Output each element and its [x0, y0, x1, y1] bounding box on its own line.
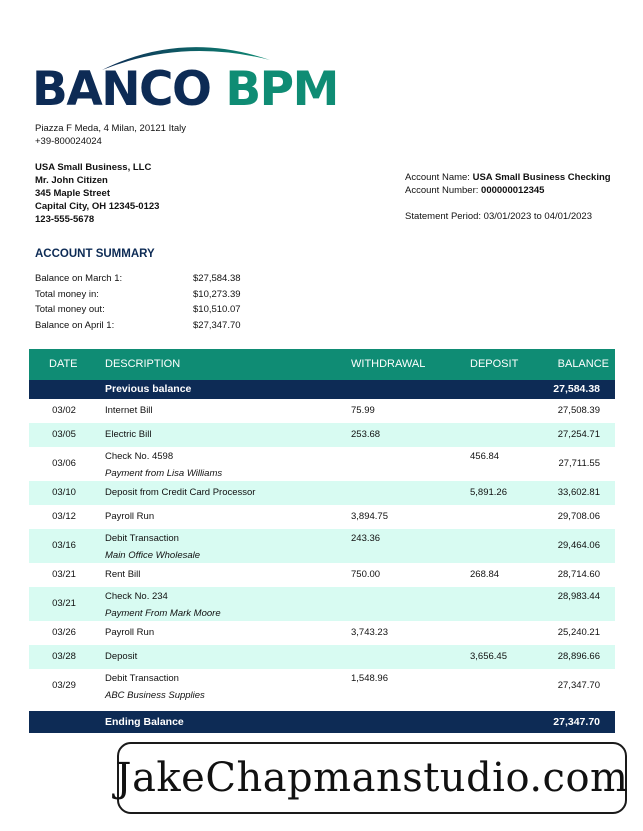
row-deposit: 268.84 [470, 569, 500, 580]
row-description: Payroll Run [105, 627, 155, 638]
header-withdrawal: WITHDRAWAL [351, 358, 426, 370]
bank-name-part2: BPM [225, 62, 338, 117]
row-withdrawal: 243.36 [351, 533, 381, 544]
ending-balance-value: 27,347.70 [553, 716, 600, 728]
bank-address-block [35, 122, 186, 148]
bank-address: Piazza F Meda, 4 Milan, 20121 Italy [35, 123, 187, 134]
table-spacer [29, 703, 615, 711]
header-balance: BALANCE [557, 358, 609, 370]
row-date: 03/05 [52, 429, 76, 440]
table-row [29, 447, 615, 481]
row-date: 03/12 [52, 511, 76, 522]
row-description: Debit Transaction [105, 533, 179, 544]
summary-label: Total money out: [35, 304, 105, 315]
row-description: Deposit [105, 651, 138, 662]
table-row [29, 645, 615, 669]
row-description: Rent Bill [105, 569, 141, 580]
row-description: Check No. 234 [105, 591, 168, 602]
row-balance: 27,347.70 [557, 680, 600, 691]
row-date: 03/21 [52, 598, 76, 609]
statement-period: Statement Period: 03/01/2023 to 04/01/2023 [405, 211, 592, 222]
customer-block [35, 161, 159, 226]
bank-logo [32, 36, 338, 117]
row-subdescription: ABC Business Supplies [105, 690, 205, 701]
summary-label: Balance on March 1: [35, 273, 123, 284]
previous-balance-label: Previous balance [105, 383, 192, 395]
customer-street: 345 Maple Street [35, 188, 110, 199]
table-row [29, 481, 615, 505]
table-header [29, 349, 615, 380]
customer-company: USA Small Business, LLC [35, 162, 152, 173]
account-name-line [405, 171, 611, 184]
row-date: 03/28 [52, 651, 76, 662]
row-date: 03/16 [52, 540, 76, 551]
table-row [29, 529, 615, 563]
previous-balance-value: 27,584.38 [553, 383, 600, 395]
account-name-value: USA Small Business Checking [472, 172, 611, 183]
row-withdrawal: 1,548.96 [351, 673, 388, 684]
previous-balance-row [29, 380, 615, 399]
ending-balance-row [29, 711, 615, 733]
summary-label: Total money in: [35, 288, 99, 300]
row-balance: 27,711.55 [558, 458, 600, 469]
table-row [29, 399, 615, 423]
row-date: 03/10 [52, 487, 76, 498]
row-subdescription: Payment from Lisa Williams [105, 468, 223, 479]
customer-city: Capital City, OH 12345-0123 [35, 201, 160, 212]
row-balance: 29,708.06 [557, 511, 600, 522]
row-withdrawal: 3,894.75 [351, 511, 388, 522]
row-balance: 29,464.06 [557, 540, 600, 551]
account-number-line [405, 184, 611, 197]
row-balance: 28,983.44 [557, 591, 600, 602]
row-date: 03/26 [52, 627, 76, 638]
header-description: DESCRIPTION [105, 358, 181, 370]
customer-contact: Mr. John Citizen [35, 175, 108, 186]
row-description: Deposit from Credit Card Processor [105, 487, 256, 498]
row-description: Electric Bill [105, 429, 152, 440]
row-subdescription: Main Office Wholesale [105, 550, 201, 561]
summary-value: $27,347.70 [193, 319, 241, 331]
account-info [405, 171, 611, 197]
watermark: JakeChapmanstudio.com [117, 742, 627, 814]
row-balance: 27,508.39 [557, 405, 600, 416]
row-deposit: 5,891.26 [470, 487, 507, 498]
row-balance: 28,714.60 [557, 569, 600, 580]
summary-value: $27,584.38 [193, 273, 241, 284]
table-row [29, 505, 615, 529]
row-description: Payroll Run [105, 511, 155, 522]
summary-value: $10,510.07 [193, 304, 241, 315]
summary-value: $10,273.39 [193, 288, 241, 300]
bank-name-part1: BANCO [32, 62, 211, 117]
row-description: Check No. 4598 [105, 451, 174, 462]
row-balance: 27,254.71 [557, 429, 600, 440]
row-date: 03/06 [52, 458, 76, 469]
ending-balance-label: Ending Balance [105, 716, 184, 728]
transaction-rows [29, 399, 615, 703]
summary-label: Balance on April 1: [35, 319, 115, 331]
row-date: 03/02 [52, 405, 76, 416]
account-name-label: Account Name: [405, 172, 473, 183]
table-row [29, 621, 615, 645]
transactions-table [29, 349, 615, 733]
row-date: 03/29 [52, 680, 76, 691]
row-balance: 25,240.21 [557, 627, 600, 638]
row-deposit: 3,656.45 [470, 651, 507, 662]
account-number-label: Account Number: [405, 185, 482, 196]
row-description: Debit Transaction [105, 673, 179, 684]
customer-phone: 123-555-5678 [35, 214, 95, 225]
row-balance: 28,896.66 [557, 651, 600, 662]
row-description: Internet Bill [105, 405, 153, 416]
header-deposit: DEPOSIT [470, 358, 519, 370]
row-balance: 33,602.81 [557, 487, 600, 498]
row-withdrawal: 750.00 [351, 569, 381, 580]
row-withdrawal: 75.99 [351, 405, 375, 416]
table-row [29, 669, 615, 703]
row-withdrawal: 3,743.23 [351, 627, 388, 638]
account-number-value: 000000012345 [481, 185, 545, 196]
bank-phone: +39-800024024 [35, 136, 102, 147]
summary-title: ACCOUNT SUMMARY [35, 248, 155, 260]
row-subdescription: Payment From Mark Moore [105, 608, 221, 619]
header-date: DATE [49, 358, 78, 370]
table-row [29, 587, 615, 621]
bank-name [32, 64, 338, 116]
table-row [29, 563, 615, 587]
row-deposit: 456.84 [470, 451, 500, 462]
row-withdrawal: 253.68 [351, 429, 381, 440]
table-row [29, 423, 615, 447]
row-date: 03/21 [52, 569, 76, 580]
